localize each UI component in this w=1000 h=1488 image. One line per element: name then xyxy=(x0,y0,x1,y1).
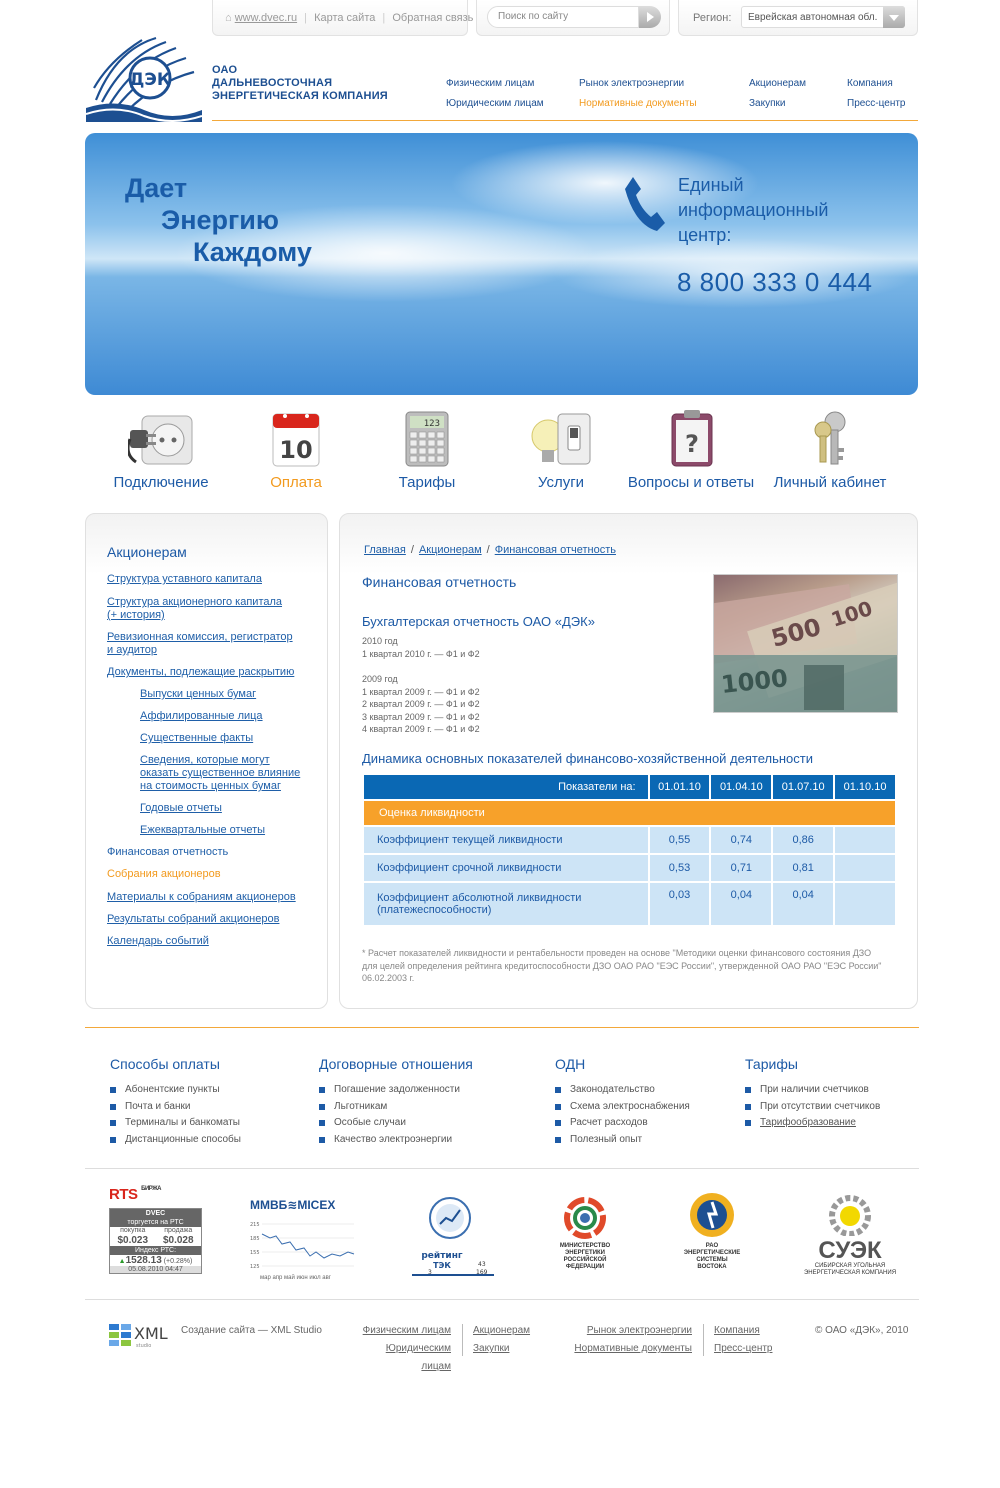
bottom-link[interactable]: Закупки xyxy=(473,1343,510,1354)
ministry-emblem-icon xyxy=(560,1196,610,1240)
table-cell: 0,04 xyxy=(710,882,772,926)
table-cell: 0,71 xyxy=(710,854,772,882)
footer-col-contracts xyxy=(319,1056,473,1148)
company-name-line: ОАО xyxy=(212,64,238,76)
footer-link[interactable]: Льготникам xyxy=(319,1099,473,1116)
sidebar-item-meeting-results[interactable]: Результаты собраний акционеров xyxy=(107,913,280,925)
nav-yur[interactable]: Юридическим лицам xyxy=(446,98,544,109)
nav-rynok[interactable]: Рынок электроэнергии xyxy=(579,78,685,89)
xml-studio-icon xyxy=(109,1322,175,1348)
table-cell xyxy=(834,882,896,926)
footer-col-odn xyxy=(555,1056,690,1148)
sidebar-subitem-securities[interactable]: Выпуски ценных бумаг xyxy=(140,688,257,700)
region-value: Еврейская автономная обл. xyxy=(748,12,878,23)
search-submit-button[interactable] xyxy=(639,6,661,28)
table-header-cell: 01.01.10 xyxy=(649,774,711,800)
site-credit[interactable]: Создание сайта — XML Studio xyxy=(181,1325,322,1336)
quick-link-payment[interactable] xyxy=(231,408,361,491)
home-icon[interactable]: ⌂ xyxy=(225,12,232,24)
sidebar-title: Акционерам xyxy=(107,544,187,560)
region-bar xyxy=(678,0,918,36)
bottom-link[interactable]: Рынок электроэнергии xyxy=(586,1325,692,1336)
sidebar-subitem-quarterly-reports[interactable]: Ежеквартальные отчеты xyxy=(140,824,266,836)
sidebar-item-charter-capital[interactable]: Структура уставного капитала xyxy=(107,573,262,585)
slogan-line: Энергию xyxy=(161,205,279,235)
svg-text:500: 500 xyxy=(768,612,824,653)
hero-banner[interactable] xyxy=(85,133,918,395)
rts-date: 05.08.2010 04:47 xyxy=(110,1266,201,1273)
svg-text:10: 10 xyxy=(279,436,313,464)
table-row xyxy=(363,826,896,854)
svg-text:ДЭК: ДЭК xyxy=(129,70,171,90)
footer-link[interactable]: При отсутствии счетчиков xyxy=(745,1099,880,1116)
company-logo[interactable] xyxy=(86,30,202,122)
info-center-text xyxy=(678,173,828,248)
chevron-down-icon[interactable] xyxy=(883,6,905,28)
report-link[interactable]: 4 квартал 2009 г. — Ф1 и Ф2 xyxy=(362,724,480,734)
suek-logo[interactable] xyxy=(800,1194,900,1277)
feedback-link[interactable]: Обратная связь xyxy=(392,12,474,24)
table-section-label: Оценка ликвидности xyxy=(363,800,896,826)
company-name-line: ЭНЕРГЕТИЧЕСКАЯ КОМПАНИЯ xyxy=(212,90,388,102)
quick-link-label: Подключение xyxy=(113,474,209,491)
svg-text:?: ? xyxy=(685,430,699,458)
table-cell: Коэффициент срочной ликвидности xyxy=(363,854,649,882)
report-year: 2010 год xyxy=(362,636,398,646)
footer-link[interactable]: Тарифообразование xyxy=(745,1115,880,1132)
svg-text:XML: XML xyxy=(134,1324,168,1343)
suek-name: СУЭК xyxy=(818,1237,882,1264)
table-cell: Коэффициент абсолютной ликвидности (платежеспособности) xyxy=(363,882,649,926)
quick-link-services[interactable] xyxy=(496,408,626,491)
rts-logo: RTS $^{БИРЖА}$ xyxy=(109,1186,161,1203)
quick-link-faq[interactable] xyxy=(626,408,756,491)
breadcrumb-shareholders[interactable]: Акционерам xyxy=(418,544,482,556)
table-header-cell: Показатели на: xyxy=(363,774,649,800)
micex-chart-icon xyxy=(250,1212,356,1272)
socket-icon xyxy=(128,408,194,468)
table-header-row xyxy=(363,774,896,800)
phone-icon xyxy=(623,175,665,233)
sidebar-item-events-calendar[interactable]: Календарь событий xyxy=(107,935,209,947)
nav-zak[interactable]: Закупки xyxy=(749,98,786,109)
footer-col-title: Тарифы xyxy=(745,1056,798,1072)
nav-divider xyxy=(212,120,918,121)
sidebar-item-financial-reports[interactable]: Финансовая отчетность xyxy=(107,846,229,858)
table-header-cell: 01.10.10 xyxy=(834,774,896,800)
accounting-reports-title: Бухгалтерская отчетность ОАО «ДЭК» xyxy=(362,614,595,629)
breadcrumb: Главная / Акционерам / Финансовая отчетность xyxy=(364,544,616,556)
tek-rating-logo[interactable] xyxy=(410,1196,496,1279)
svg-text:3: 3 xyxy=(428,1269,432,1276)
table-cell xyxy=(834,854,896,882)
table-cell xyxy=(834,826,896,854)
partners-divider xyxy=(85,1168,919,1169)
home-link[interactable]: www.dvec.ru xyxy=(234,12,298,24)
main-content xyxy=(339,513,918,1009)
bottom-link[interactable]: Нормативные документы xyxy=(574,1343,692,1354)
quick-link-label: Вопросы и ответы xyxy=(627,474,755,491)
quick-link-connection[interactable] xyxy=(96,408,226,491)
micex-months: мар апр май июн июл авг xyxy=(260,1275,331,1281)
sidebar-subitem-affiliates[interactable]: Аффилированные лица xyxy=(140,710,263,722)
footer-link[interactable]: Особые случаи xyxy=(319,1115,473,1132)
tek-rating-icon xyxy=(410,1196,496,1276)
sidebar-item-shareholder-meetings[interactable]: Собрания акционеров xyxy=(107,868,221,880)
top-links-bar xyxy=(212,0,474,36)
footer-link[interactable]: Погашение задолженности xyxy=(319,1082,473,1099)
info-line: центр: xyxy=(678,225,732,245)
svg-text:43: 43 xyxy=(478,1261,486,1268)
rts-index-label: Индекс РТС: xyxy=(110,1246,201,1255)
footer-col-tariffs xyxy=(745,1056,880,1132)
footer-link[interactable]: Дистанционные способы xyxy=(110,1132,241,1149)
bottom-link[interactable]: Юридическим лицам xyxy=(385,1343,451,1372)
svg-text:studio: studio xyxy=(136,1343,152,1348)
svg-text:ТЭК: ТЭК xyxy=(433,1261,451,1270)
financial-indicators-table xyxy=(362,773,897,927)
hotline-number: 8 800 333 0 444 xyxy=(677,267,873,297)
footer-link[interactable]: Законодательство xyxy=(555,1082,690,1099)
copyright: © ОАО «ДЭК», 2010 xyxy=(815,1325,909,1336)
sidebar-item-meeting-materials[interactable]: Материалы к собраниям акционеров xyxy=(107,891,296,903)
quick-link-cabinet[interactable] xyxy=(765,408,895,491)
separator: | xyxy=(304,12,307,24)
xml-studio-logo[interactable] xyxy=(109,1322,175,1348)
bottom-divider xyxy=(85,1299,919,1300)
ministry-energy-logo[interactable] xyxy=(550,1196,620,1271)
quick-link-label: Оплата xyxy=(270,474,322,491)
search-bar xyxy=(476,0,670,36)
company-name[interactable] xyxy=(212,64,388,103)
rao-emblem-icon xyxy=(687,1190,737,1240)
sidebar-subitem-material-facts[interactable]: Существенные факты xyxy=(140,732,254,744)
footer-col-title: Договорные отношения xyxy=(319,1056,473,1072)
table-cell: 0,55 xyxy=(649,826,711,854)
report-link[interactable]: 2 квартал 2009 г. — Ф1 и Ф2 xyxy=(362,699,480,709)
dynamics-title: Динамика основных показателей финансово-хозяйственной деятельности xyxy=(362,751,813,766)
report-year: 2009 год xyxy=(362,674,398,684)
page-title: Финансовая отчетность xyxy=(362,574,517,590)
quick-link-tariffs[interactable] xyxy=(362,408,492,491)
region-label: Регион: xyxy=(693,12,732,24)
svg-text:185: 185 xyxy=(250,1236,260,1242)
calculator-icon xyxy=(394,408,460,468)
quick-link-label: Личный кабинет xyxy=(773,474,887,491)
footer-col-title: Способы оплаты xyxy=(110,1056,220,1072)
sidebar-item-share-structure[interactable]: Структура акционерного капитала (+ история) xyxy=(107,596,283,621)
breadcrumb-financial[interactable]: Финансовая отчетность xyxy=(494,544,616,556)
footer-link[interactable]: Качество электроэнергии xyxy=(319,1132,473,1149)
nav-fiz[interactable]: Физическим лицам xyxy=(446,78,535,89)
suek-emblem-icon xyxy=(825,1194,875,1236)
footer-link[interactable]: Полезный опыт xyxy=(555,1132,690,1149)
table-cell: 0,03 xyxy=(649,882,711,926)
svg-text:рейтинг: рейтинг xyxy=(421,1251,463,1261)
footer-link[interactable]: Схема электроснабжения xyxy=(555,1099,690,1116)
rao-name: РАО ЭНЕРГЕТИЧЕСКИЕ СИСТЕМЫ ВОСТОКА xyxy=(683,1243,741,1270)
footer-divider xyxy=(85,1027,919,1028)
svg-text:125: 125 xyxy=(250,1264,260,1270)
rts-traded: торгуется на РТС xyxy=(110,1218,201,1227)
calendar-icon xyxy=(263,408,329,468)
sidebar-subitem-influence-info[interactable]: Сведения, которые могут оказать существенное влияние на стоимость ценных бумаг xyxy=(140,754,301,792)
rts-quote-widget[interactable] xyxy=(109,1186,202,1282)
slogan-line: Каждому xyxy=(193,237,312,267)
quick-link-label: Тарифы xyxy=(398,474,456,491)
bottom-nav-col xyxy=(714,1322,772,1358)
svg-text:123: 123 xyxy=(423,419,440,429)
rts-prices: покупка $0.023 продажа $0.028 xyxy=(110,1227,201,1246)
region-select[interactable] xyxy=(741,6,905,28)
footer-link[interactable]: При наличии счетчиков xyxy=(745,1082,880,1099)
company-name-line: ДАЛЬНЕВОСТОЧНАЯ xyxy=(212,77,333,89)
rts-ticker: DVEC xyxy=(110,1209,201,1218)
svg-text:100: 100 xyxy=(828,596,876,632)
rts-quote-box xyxy=(109,1208,202,1274)
clipboard-question-icon xyxy=(658,408,724,468)
micex-logo: ММВБ≋MICEX xyxy=(250,1198,336,1212)
rao-ees-east-logo[interactable] xyxy=(670,1190,754,1271)
table-cell: 0,86 xyxy=(772,826,834,854)
bottom-link[interactable]: Компания xyxy=(714,1325,760,1336)
bottom-link[interactable]: Акционерам xyxy=(473,1325,531,1336)
keys-icon xyxy=(797,408,863,468)
logo-emblem-icon xyxy=(86,30,202,122)
table-cell: 0,53 xyxy=(649,854,711,882)
footer-col-payment xyxy=(110,1056,241,1148)
micex-widget[interactable] xyxy=(250,1198,356,1281)
nav-akc[interactable]: Акционерам xyxy=(749,78,807,89)
sitemap-link[interactable]: Карта сайта xyxy=(314,12,376,24)
table-section-row xyxy=(363,800,896,826)
info-line: информационный xyxy=(678,200,829,220)
nav-komp[interactable]: Компания xyxy=(847,78,893,89)
report-link[interactable]: 3 квартал 2009 г. — Ф1 и Ф2 xyxy=(362,711,480,722)
sidebar-subitem-annual-reports[interactable]: Годовые отчеты xyxy=(140,802,222,814)
report-link[interactable]: 1 квартал 2009 г. — Ф1 и Ф2 xyxy=(362,686,480,697)
table-row xyxy=(363,854,896,882)
info-line: Единый xyxy=(678,175,744,195)
bottom-link[interactable]: Пресс-центр xyxy=(714,1343,773,1354)
quick-link-label: Услуги xyxy=(537,474,585,491)
separator: | xyxy=(382,12,386,24)
bottom-nav-col xyxy=(354,1322,451,1376)
footer-link[interactable]: Абонентские пункты xyxy=(110,1082,241,1099)
bottom-nav-col xyxy=(566,1322,692,1358)
svg-text:169: 169 xyxy=(476,1269,488,1276)
sidebar xyxy=(85,513,328,1009)
sidebar-item-disclosure[interactable]: Документы, подлежащие раскрытию xyxy=(107,666,295,678)
nav-norm[interactable]: Нормативные документы xyxy=(579,98,697,109)
breadcrumb-home[interactable]: Главная xyxy=(364,544,406,556)
bottom-link[interactable]: Физическим лицам xyxy=(362,1325,451,1336)
svg-text:1000: 1000 xyxy=(719,664,790,699)
svg-text:155: 155 xyxy=(250,1250,260,1256)
table-row xyxy=(363,882,896,926)
vertical-separator xyxy=(703,1324,704,1356)
sidebar-item-audit-commission[interactable]: Ревизионная комиссия, регистратор и аудитор xyxy=(107,631,293,656)
banknotes-image xyxy=(713,574,898,713)
svg-text:215: 215 xyxy=(250,1222,260,1228)
table-header-cell: 01.07.10 xyxy=(772,774,834,800)
table-cell: 0,74 xyxy=(710,826,772,854)
search-input[interactable]: Поиск по сайту xyxy=(487,6,639,28)
slogan-line: Дает xyxy=(125,173,188,203)
reports-2009 xyxy=(362,673,480,736)
ministry-name: МИНИСТЕРСТВО ЭНЕРГЕТИКИ РОССИЙСКОЙ ФЕДЕРАЦИИ xyxy=(559,1243,611,1270)
footer-link[interactable]: Терминалы и банкоматы xyxy=(110,1115,241,1132)
footer-link[interactable]: Почта и банки xyxy=(110,1099,241,1116)
main-nav xyxy=(446,78,916,118)
nav-press[interactable]: Пресс-центр xyxy=(847,98,906,109)
table-cell: 0,81 xyxy=(772,854,834,882)
rts-index: ▲1528.13 (+0.28%) xyxy=(110,1255,201,1266)
footer-col-title: ОДН xyxy=(555,1056,586,1072)
footer-link[interactable]: Расчет расходов xyxy=(555,1115,690,1132)
table-cell: Коэффициент текущей ликвидности xyxy=(363,826,649,854)
reports-2010 xyxy=(362,635,480,660)
lightbulb-switch-icon xyxy=(528,408,594,468)
suek-fullname: СИБИРСКАЯ УГОЛЬНАЯ ЭНЕРГЕТИЧЕСКАЯ КОМПАНИЯ xyxy=(803,1263,897,1276)
table-header-cell: 01.04.10 xyxy=(710,774,772,800)
footnote: * Расчет показателей ликвидности и рентабельности проведен на основе "Методики оценки финансового состояния ДЗО для целей определения рейтинга кредитоспособности ДЗО ОАО РАО "ЕЭС России", утвержденной ОАО РАО "ЕЭС России" 06.02.2003 г. xyxy=(362,948,882,983)
table-cell: 0,04 xyxy=(772,882,834,926)
report-link[interactable]: 1 квартал 2010 г. — Ф1 и Ф2 xyxy=(362,648,480,659)
bottom-nav-col xyxy=(473,1322,530,1358)
vertical-separator xyxy=(462,1324,463,1356)
